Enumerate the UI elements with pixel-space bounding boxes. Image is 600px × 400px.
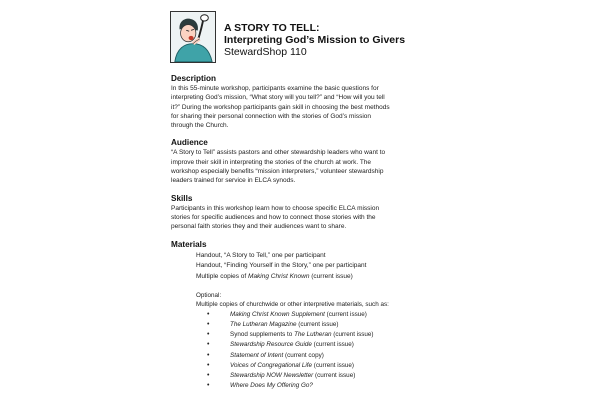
material-item-suffix: (current issue) <box>309 272 353 280</box>
material-item-title: Making Christ Known <box>248 272 310 280</box>
optional-list-item <box>196 330 441 340</box>
optional-item-ital: Voices of Congregational Life <box>230 361 313 369</box>
skills-section <box>171 194 441 232</box>
audience-section <box>171 138 441 185</box>
optional-item-post: (current copy) <box>283 351 324 359</box>
optional-item-post: (current issue) <box>296 321 339 329</box>
skills-line: stories for specific audiences and how to connect those stories with the <box>171 213 376 221</box>
optional-list-item <box>196 361 441 371</box>
bullet-icon: • <box>207 321 210 329</box>
description-line: it?” During the workshop participants gain skill in choosing the best methods <box>171 103 390 111</box>
audience-heading: Audience <box>171 138 208 148</box>
material-item-prefix: Multiple copies of <box>196 272 249 280</box>
description-line: interpreting God’s mission, “What story will you tell?” and “How will you tell <box>171 94 385 102</box>
page-title: A STORY TO TELL: <box>224 22 320 34</box>
bullet-icon: • <box>207 310 210 318</box>
optional-list-item <box>196 310 441 320</box>
optional-item-ital: Making Christ Known Supplement <box>230 310 325 318</box>
material-item <box>196 272 441 283</box>
skills-line: personal faith stories they and their audiences want to share. <box>171 223 347 231</box>
material-item: Handout, “A Story to Tell,” one per participant <box>196 251 326 259</box>
optional-intro: Multiple copies of churchwide or other interpretive materials, such as: <box>196 301 389 309</box>
optional-list <box>196 310 441 392</box>
optional-item-ital: Where Does My Offering Go? <box>230 382 313 390</box>
description-section <box>171 74 441 130</box>
skills-heading: Skills <box>171 193 193 203</box>
optional-item-post: (current issue) <box>311 341 354 349</box>
materials-list <box>196 251 441 283</box>
storyteller-illustration-icon <box>170 11 216 63</box>
optional-item-ital: The Lutheran <box>294 331 332 339</box>
header <box>224 22 405 59</box>
bullet-icon: • <box>207 341 210 349</box>
skills-line: Participants in this workshop learn how to choose specific ELCA mission <box>171 204 380 212</box>
materials-heading: Materials <box>171 239 207 249</box>
description-line: for sharing their personal connection with the stories of God’s mission <box>171 112 372 120</box>
optional-item-post: (current issue) <box>331 331 374 339</box>
audience-line: “A Story to Tell” assists pastors and other stewardship leaders who want to <box>171 149 386 157</box>
materials-section <box>171 240 441 392</box>
description-heading: Description <box>171 74 217 83</box>
course-code: StewardShop 110 <box>224 46 307 58</box>
bullet-icon: • <box>207 361 210 369</box>
optional-list-item <box>196 381 441 391</box>
optional-item-ital: Statement of Intent <box>230 351 284 359</box>
optional-label: Optional: <box>196 292 222 300</box>
audience-line: workshop especially benefits “mission interpreters,” volunteer stewardship <box>171 168 384 176</box>
material-item: Handout, “Finding Yourself in the Story,” one per participant <box>196 262 367 270</box>
optional-item-post: (current issue) <box>313 372 356 380</box>
description-line: through the Church. <box>171 122 229 130</box>
audience-line: improve their skill in interpreting the stories of the church at work. The <box>171 158 372 166</box>
optional-item-ital: The Lutheran Magazine <box>230 321 297 329</box>
optional-materials <box>196 291 441 391</box>
optional-item-ital: Stewardship Resource Guide <box>230 341 312 349</box>
description-line: In this 55-minute workshop, participants examine the basic questions for <box>171 85 379 92</box>
document-body <box>171 74 441 400</box>
optional-list-item <box>196 320 441 330</box>
page-title-sub: Interpreting God’s Mission to Givers <box>224 34 406 46</box>
optional-item-pre: Synod supplements to <box>230 331 295 339</box>
optional-list-item <box>196 340 441 350</box>
optional-item-post: (current issue) <box>312 361 355 369</box>
optional-item-ital: Stewardship NOW Newsletter <box>230 372 314 380</box>
optional-list-item <box>196 371 441 381</box>
audience-line: leaders trained for service in ELCA synods. <box>171 177 296 185</box>
bullet-icon: • <box>207 351 210 359</box>
bullet-icon: • <box>207 372 210 380</box>
bullet-icon: • <box>207 382 210 390</box>
optional-list-item <box>196 351 441 361</box>
bullet-icon: • <box>207 331 210 339</box>
optional-item-post: (current issue) <box>324 310 367 318</box>
